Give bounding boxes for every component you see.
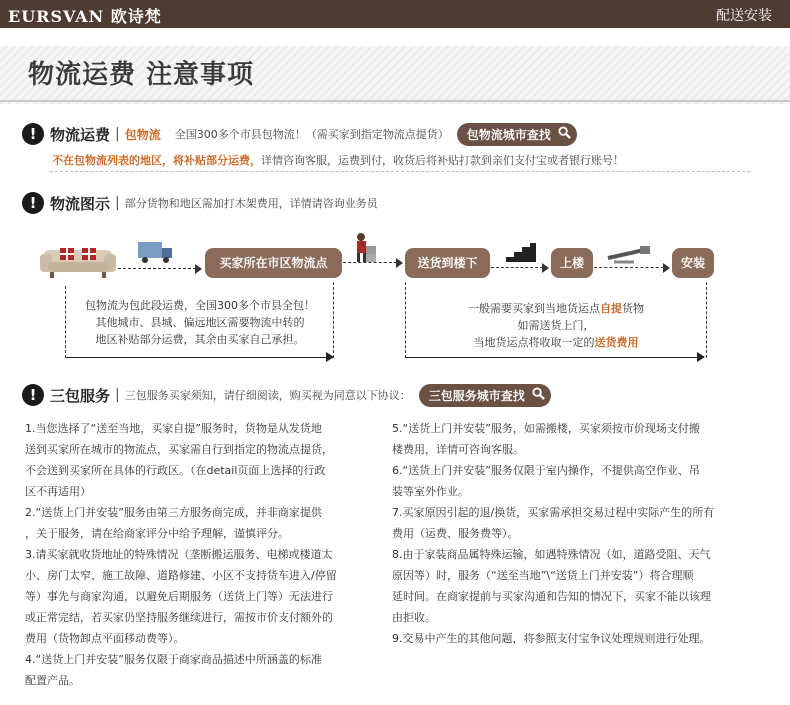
rule-line: 2.“送货上门并安装”服务由第三方服务商完成，并非商家提供 <box>25 506 322 519</box>
section-three-guarantees <box>22 384 551 406</box>
section-description: 部分货物和地区需加打木架费用，详情请咨询业务员 <box>124 197 378 210</box>
rule-line: 或正常完结，若买家仍坚持服务继续进行，需按市价支付额外的 <box>25 611 333 624</box>
text: 货物 <box>622 302 644 315</box>
button-label: 三包服务城市查找 <box>428 388 525 403</box>
rule-line: 4.“送货上门并安装”服务仅限于商家商品描述中所涵盖的标准 <box>25 653 322 666</box>
rule-line: 配置产品。 <box>25 674 80 687</box>
truck-icon <box>136 238 176 266</box>
flow-arrow <box>118 264 202 274</box>
divider: | <box>115 387 120 403</box>
rule-line: 1.当您选择了“送至当地，买家自提”服务时，货物是从发货地 <box>25 422 322 435</box>
rule-line: 原因等）时，服务（“送至当地”\“送货上门并安装”）将合理顺 <box>392 569 694 582</box>
warning-icon: ! <box>22 384 44 406</box>
rule-line: 区不再适用） <box>25 485 91 498</box>
flow-arrow <box>343 258 403 268</box>
rule-line: 小、房门太窄、施工故障、道路修建、小区不支持货车进入/停留 <box>25 569 337 582</box>
rule-line: 楼费用，详情可咨询客服。 <box>392 443 524 456</box>
step-deliver-downstairs: 送货到楼下 <box>405 248 490 278</box>
service-city-search-button[interactable] <box>419 384 551 407</box>
divider: | <box>115 126 120 142</box>
rule-line: 送到买家所在城市的物流点，买家需自行到指定的物流点提货， <box>25 443 333 456</box>
banner <box>0 46 790 104</box>
text-line <box>406 334 706 351</box>
text-line: 其他城市、县城、偏远地区需要物流中转的 <box>95 316 305 329</box>
section-subtitle: 包物流 <box>124 127 161 142</box>
step-install: 安装 <box>672 248 714 278</box>
flow-arrow <box>491 263 549 273</box>
rule-line: 费用（运费、服务费等）。 <box>392 527 519 540</box>
range-line <box>405 357 698 358</box>
rule-line: 9.交易中产生的其他问题，将参照支付宝争议处理规则进行处理。 <box>392 632 711 645</box>
step-upstairs: 上楼 <box>551 248 593 278</box>
rule-line: 3.请买家就收货地址的特殊情况（垄断搬运服务、电梯或楼道太 <box>25 548 333 561</box>
rules-right-column <box>392 418 772 649</box>
text-line <box>406 300 706 317</box>
note-highlight: 不在包物流列表的地区，将补贴部分运费， <box>52 154 261 167</box>
text-line: 如需送货上门， <box>517 319 595 332</box>
text: 当地货运点将收取一定的 <box>473 336 595 349</box>
shipping-city-search-button[interactable] <box>457 123 577 146</box>
shipping-note <box>52 152 624 168</box>
rule-line: 不会送到买家所在具体的行政区。（在detail页面上选择的行政 <box>25 464 326 477</box>
flow-arrow <box>594 263 670 273</box>
rule-line: 装等室外作业。 <box>392 485 469 498</box>
sofa-icon <box>40 238 116 280</box>
section-title: 物流运费 <box>50 125 111 144</box>
page-section-title: 配送安装 <box>716 8 772 24</box>
rule-line: 延时间。在商家提前与买家沟通和告知的情况下，买家不能以该理 <box>392 590 711 603</box>
button-label: 包物流城市查找 <box>466 127 551 142</box>
text-line: 包物流为包此段运费，全国300多个市县全包！ <box>85 299 315 312</box>
section-logistics-diagram <box>22 192 378 214</box>
arrowhead <box>326 352 334 362</box>
rule-line: 7.买家原因引起的退/换货，买家需承担交易过程中实际产生的所有 <box>392 506 715 519</box>
highlight: 送货费用 <box>594 336 639 349</box>
warning-icon: ! <box>22 123 44 145</box>
rule-line: 由拒收。 <box>392 611 436 624</box>
note-text: 详情咨询客服，运费到付，收货后将补贴打款到亲们支付宝或者银行账号！ <box>261 154 624 167</box>
section-title: 物流图示 <box>50 194 111 213</box>
search-icon <box>558 126 571 139</box>
rule-line: 8.由于家装商品属特殊运输，如遇特殊情况（如，道路受阻、天气 <box>392 548 711 561</box>
warning-icon: ! <box>22 192 44 214</box>
range-line <box>65 357 327 358</box>
stairs-icon <box>496 242 538 264</box>
section-shipping-fee <box>22 123 577 145</box>
text: 一般需要买家到当地货运点 <box>468 302 600 315</box>
rule-line: 6.“送货上门并安装”服务仅限于室内操作，不提供高空作业、吊 <box>392 464 700 477</box>
highlight: 自提 <box>600 302 622 315</box>
delivery-explanation <box>406 300 706 351</box>
free-shipping-explanation <box>66 297 334 348</box>
bracket-line <box>706 282 707 358</box>
brand-logo: EURSVAN 欧诗梵 <box>8 7 162 26</box>
rule-line: 等）事先与商家沟通，以避免后期服务（送货上门等）无法进行 <box>25 590 333 603</box>
rules-left-column <box>25 418 385 691</box>
rule-line: ，关于服务，请在给商家评分中给予理解，谨慎评分。 <box>25 527 289 540</box>
rule-line: 费用（货物卸点平面移动费等）。 <box>25 632 185 645</box>
section-description: 全国300多个市县包物流！（需买家到指定物流点提货） <box>174 128 449 141</box>
section-description: 三包服务买家须知，请仔细阅读，购买视为同意以下协议： <box>124 389 411 402</box>
dashed-divider <box>50 171 750 172</box>
text-line: 地区补贴部分运费，其余由买家自己承担。 <box>95 333 305 346</box>
top-bar <box>0 0 790 28</box>
divider: | <box>115 195 120 211</box>
search-icon <box>532 387 545 400</box>
section-title: 三包服务 <box>50 386 111 405</box>
banner-title: 物流运费 注意事项 <box>28 60 255 90</box>
arrowhead <box>697 352 705 362</box>
banner-divider <box>0 100 790 102</box>
step-buyer-city-depot: 买家所在市区物流点 <box>205 248 342 278</box>
rule-line: 5.“送货上门并安装”服务，如需搬楼，买家须按市价现场支付搬 <box>392 422 700 435</box>
